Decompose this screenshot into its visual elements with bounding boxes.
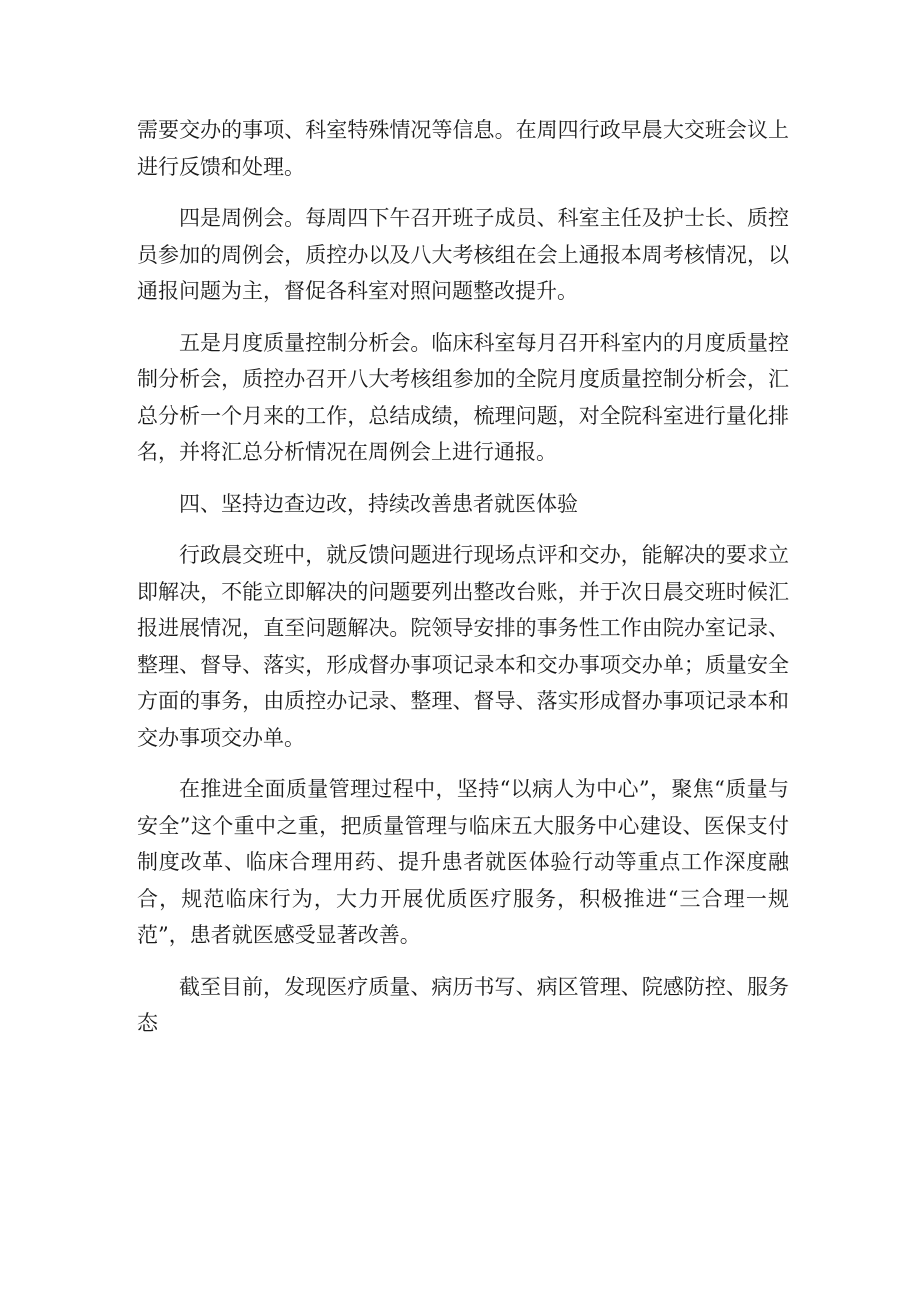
- paragraph-7: 截至目前，发现医疗质量、病历书写、病区管理、院感防控、服务态: [137, 974, 789, 1035]
- section-heading-4: 四、坚持边查边改，持续改善患者就医体验: [179, 491, 578, 516]
- paragraph-6: 在推进全面质量管理过程中，坚持“以病人为中心”，聚焦“质量与安全”这个重中之重，把质量管理与临床五大服务中心建设、医保支付制度改革、临床合理用药、提升患者就医体验行动等重点工作深度融合，规范临床行为，大力开展优质医疗服务，积极推进“三合理一规范”，患者就医感受显著改善。: [137, 777, 789, 947]
- paragraph-3: 五是月度质量控制分析会。临床科室每月召开科室内的月度质量控制分析会，质控办召开八大考核组参加的全院月度质量控制分析会，汇总分析一个月来的工作，总结成绩，梳理问题，对全院科室进行量化排名，并将汇总分析情况在周例会上进行通报。: [137, 330, 789, 464]
- document-body: [137, 112, 789, 1057]
- paragraph-5: 行政晨交班中，就反馈问题进行现场点评和交办，能解决的要求立即解决，不能立即解决的问题要列出整改台账，并于次日晨交班时候汇报进展情况，直至问题解决。院领导安排的事务性工作由院办室记录、整理、督导、落实，形成督办事项记录本和交办事项交办单；质量安全方面的事务，由质控办记录、整理、督导、落实形成督办事项记录本和交办事项交办单。: [137, 543, 789, 750]
- paragraph-1: 需要交办的事项、科室特殊情况等信息。在周四行政早晨大交班会议上进行反馈和处理。: [137, 118, 789, 179]
- paragraph-2: 四是周例会。每周四下午召开班子成员、科室主任及护士长、质控员参加的周例会，质控办以及八大考核组在会上通报本周考核情况，以通报问题为主，督促各科室对照问题整改提升。: [137, 206, 789, 303]
